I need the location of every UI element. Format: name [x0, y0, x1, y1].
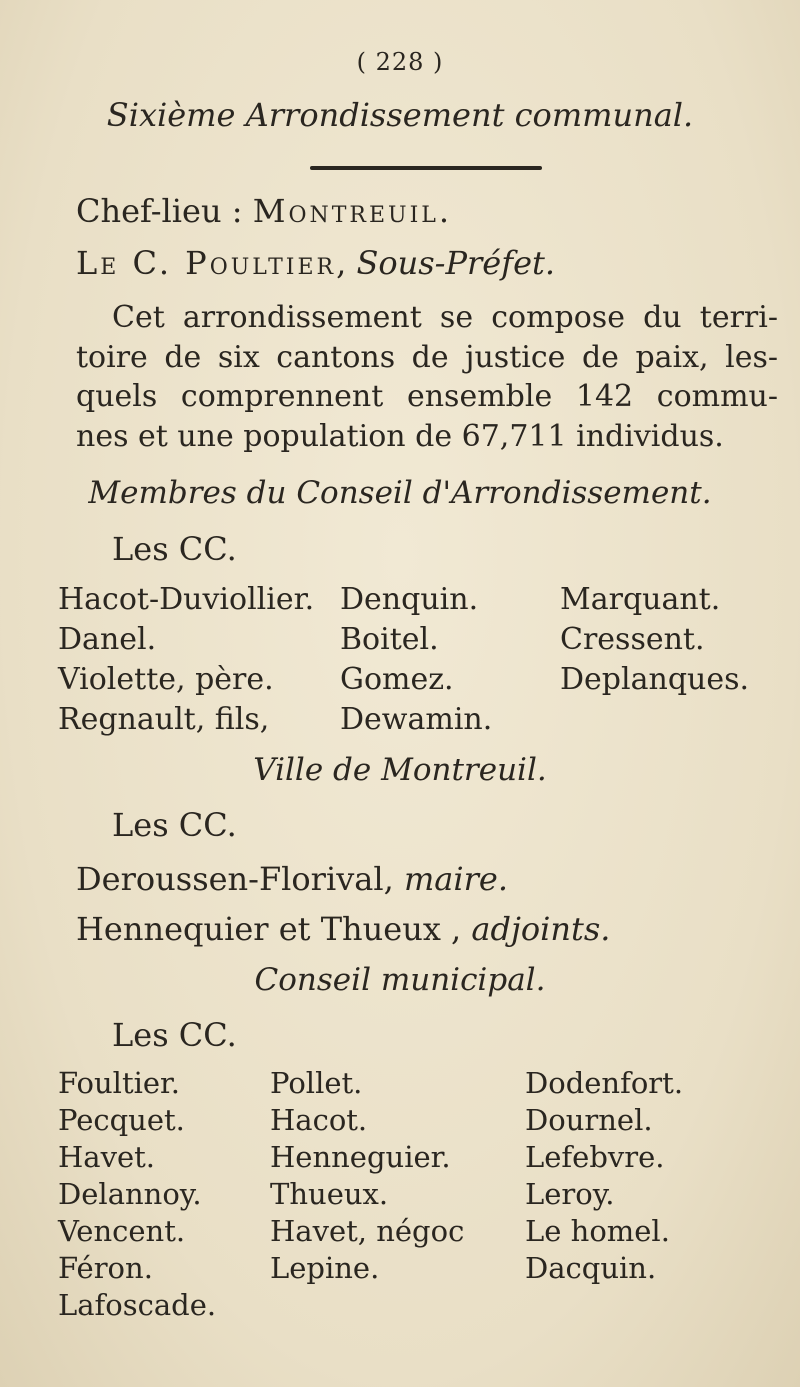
sous-prefet-name: Le C. Poultier: [76, 244, 337, 282]
member-name: Lafoscade.: [58, 1288, 217, 1322]
member-name: Thueux.: [270, 1177, 389, 1211]
section-title: Sixième Arrondissement communal.: [106, 96, 694, 134]
title-rule: [310, 166, 542, 170]
chef-lieu-value: Montreuil.: [252, 192, 453, 230]
member-name: Lepine.: [270, 1251, 380, 1285]
member-name: Danel.: [58, 622, 157, 657]
member-name: Hacot.: [270, 1103, 368, 1137]
member-name: Lefebvre.: [525, 1140, 665, 1174]
member-name: Hacot-Duviollier.: [58, 582, 315, 617]
member-name: Regnault, fils,: [58, 702, 270, 737]
member-name: Boitel.: [340, 622, 439, 657]
chef-lieu-label: Chef-lieu :: [76, 192, 243, 230]
member-name: Le homel.: [525, 1214, 670, 1248]
member-name: Denquin.: [340, 582, 479, 617]
member-name: Dewamin.: [340, 702, 493, 737]
member-name: Dournel.: [525, 1103, 653, 1137]
member-name: Marquant.: [560, 582, 721, 617]
maire-name: Deroussen-Florival,: [76, 860, 394, 898]
sous-prefet-line: Le C. Poultier, Sous-Préfet.: [76, 244, 556, 282]
member-name: Havet, négoc: [270, 1214, 465, 1248]
member-name: Vencent.: [58, 1214, 186, 1248]
member-name: Gomez.: [340, 662, 454, 697]
member-name: Violette, père.: [58, 662, 274, 697]
description-text: Cet arrondissement se compose du terri- toire de six cantons de justice de paix, les- quels comprennent ensemble 142 commu- nes et une population de 67,711 individus.: [76, 300, 778, 454]
member-name: Havet.: [58, 1140, 155, 1174]
member-name: Delannoy.: [58, 1177, 202, 1211]
member-name: Henneguier.: [270, 1140, 451, 1174]
member-name: Dacquin.: [525, 1251, 657, 1285]
member-name: Foultier.: [58, 1066, 180, 1100]
conseil-municipal-prefix: Les CC.: [112, 1016, 237, 1054]
adjoints-line: [76, 910, 610, 948]
member-name: Leroy.: [525, 1177, 615, 1211]
member-name: Cressent.: [560, 622, 705, 657]
member-name: Pollet.: [270, 1066, 363, 1100]
conseil-arrondissement-prefix: Les CC.: [112, 530, 237, 568]
adjoints-role: adjoints.: [471, 910, 611, 948]
chef-lieu-line: [76, 192, 452, 230]
ville-heading: Ville de Montreuil.: [253, 752, 547, 788]
member-name: Deplanques.: [560, 662, 750, 697]
ville-prefix: Les CC.: [112, 806, 237, 844]
conseil-municipal-heading: Conseil municipal.: [254, 962, 546, 998]
sous-prefet-role: Sous-Préfet.: [356, 244, 556, 282]
member-name: Pecquet.: [58, 1103, 185, 1137]
adjoints-names: Hennequier et Thueux ,: [76, 910, 462, 948]
maire-role: maire.: [403, 860, 508, 898]
page-number: ( 228 ): [356, 48, 444, 76]
member-name: Dodenfort.: [525, 1066, 684, 1100]
description-paragraph: [76, 298, 778, 456]
conseil-arrondissement-heading: Membres du Conseil d'Arrondissement.: [88, 475, 712, 511]
maire-line: [76, 860, 508, 898]
member-name: Féron.: [58, 1251, 153, 1285]
